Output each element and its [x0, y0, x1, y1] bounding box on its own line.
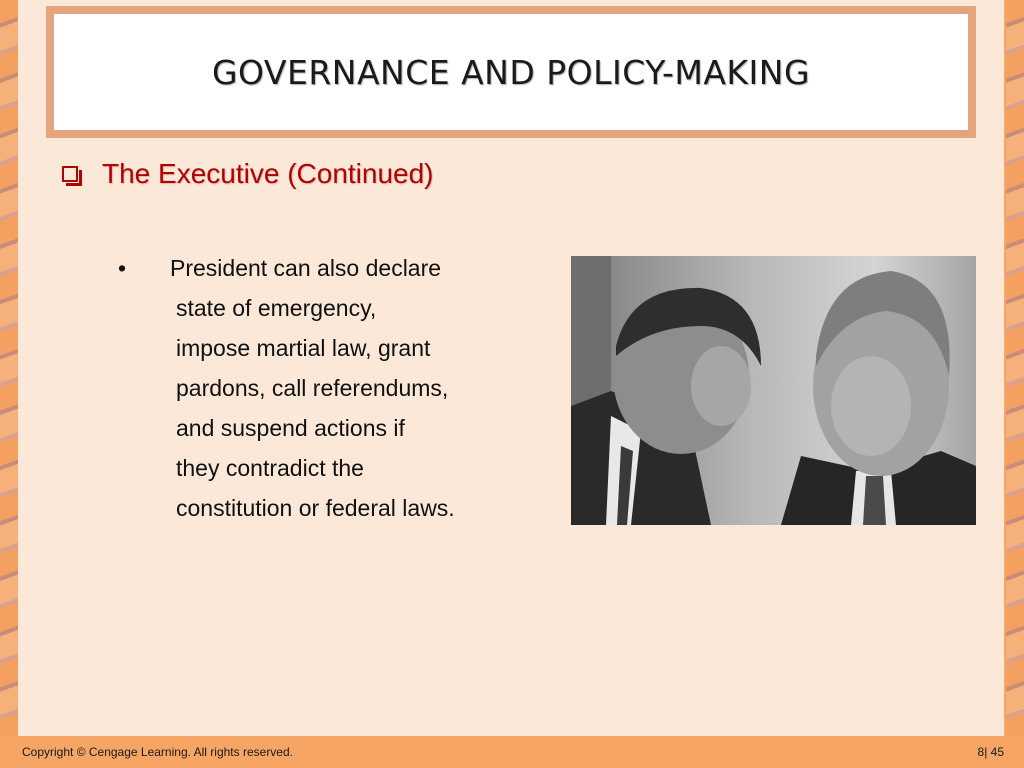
- bullet-list: [118, 248, 538, 528]
- bullet-line: they contradict the: [176, 455, 364, 481]
- bullet-item: [118, 248, 538, 288]
- photo-two-men: [571, 256, 976, 525]
- right-border-stripes: [1006, 0, 1024, 736]
- copyright-text: Copyright © Cengage Learning. All rights reserved.: [22, 745, 293, 759]
- left-border-stripes: [0, 0, 18, 736]
- page-number: 8| 45: [977, 745, 1004, 759]
- checkbox-icon: [62, 166, 78, 182]
- subheading-text: The Executive (Continued): [102, 158, 434, 189]
- subheading: [62, 158, 434, 190]
- bullet-line: impose martial law, grant: [176, 335, 431, 361]
- bullet-line: pardons, call referendums,: [176, 375, 449, 401]
- bullet-line: state of emergency,: [176, 295, 377, 321]
- photo-illustration: [571, 256, 976, 525]
- bullet-line: and suspend actions if: [176, 415, 405, 441]
- bullet-marker: •: [118, 255, 127, 281]
- bullet-line: President can also declare: [170, 255, 442, 281]
- footer-bar: [0, 736, 1024, 768]
- slide-title: GOVERNANCE AND POLICY-MAKING: [211, 52, 811, 92]
- slide-canvas: [18, 0, 1004, 736]
- title-frame: [46, 6, 976, 138]
- bullet-line: constitution or federal laws.: [176, 495, 455, 521]
